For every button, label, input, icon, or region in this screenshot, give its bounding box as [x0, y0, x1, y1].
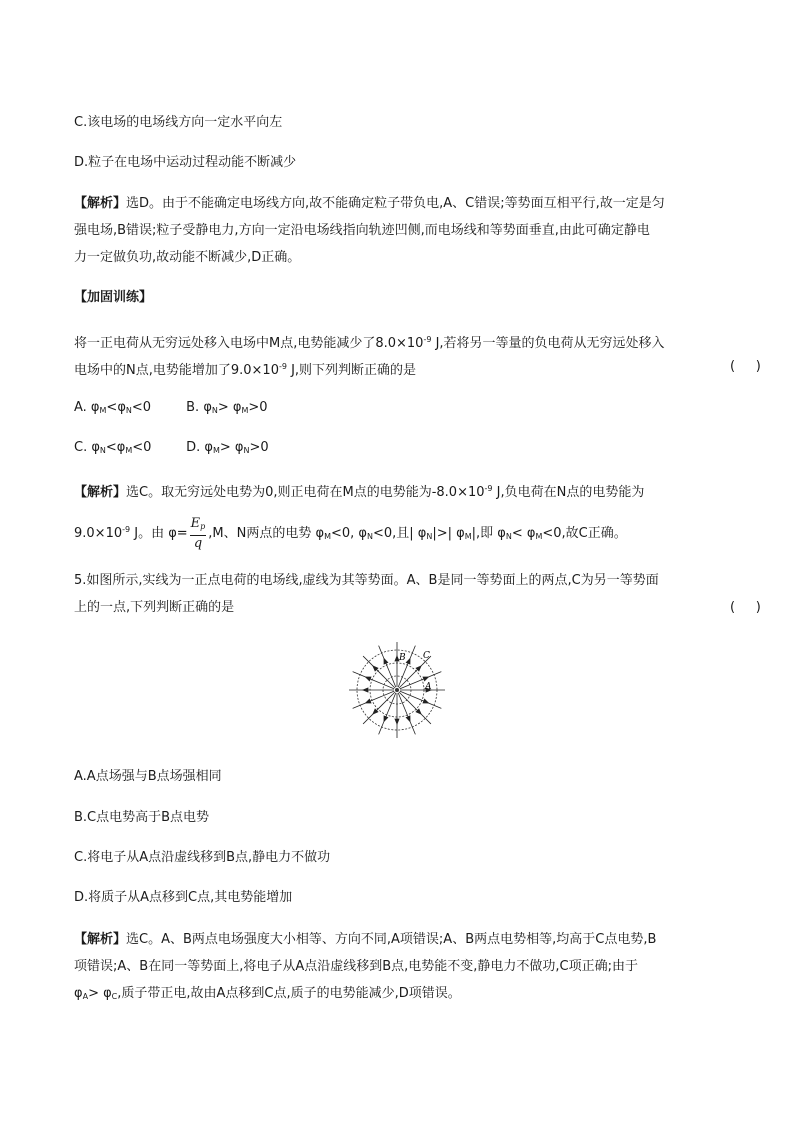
electric-field-diagram — [345, 640, 449, 744]
training-option-d: D. $\varphi_M> \varphi_N>0$ — [186, 440, 269, 455]
field-line — [400, 672, 442, 689]
question-5-line-1: 5.如图所示,实线为一正点电荷的电场线,虚线为其等势面。A、B是同一等势面上的两点,C为另一等势面 — [74, 573, 659, 588]
arrowhead — [406, 659, 410, 664]
tq1-exp: -9 — [423, 335, 432, 344]
analysis-line-2: 强电场,B错误;粒子受静电力,方向一定沿电场线指向轨迹凹侧,而电场线和等势面垂直,由此可确定静电 — [74, 223, 650, 238]
training-heading: 【加固训练】 — [74, 290, 153, 305]
field-line — [379, 646, 396, 688]
label-c: C — [423, 651, 430, 661]
field-line — [398, 693, 415, 735]
training-analysis-line-1: 【解析】选C。取无穷远处电势为0,则正电荷在M点的电势能为$-8.0\times 10^{-9}$ J,负电荷在N点的电势能为 — [74, 484, 645, 500]
tq1b: J,若将另一等量的负电荷从无穷远处移入 — [435, 336, 665, 351]
field-line — [379, 693, 396, 735]
training-options-row-1 — [74, 398, 294, 421]
field-line — [363, 656, 395, 688]
q5-option-c: C.将电子从A点沿虚线移到B点,静电力不做功 — [74, 850, 331, 865]
arrowhead — [384, 716, 388, 721]
arrowhead — [366, 699, 371, 703]
question-5-line-2: 上的一点,下列判断正确的是 — [74, 600, 235, 615]
arrowhead — [406, 716, 410, 721]
training-option-c: C. $\varphi_N<\varphi_M<0$ — [74, 440, 152, 455]
option-c-prev: C.该电场的电场线方向一定水平向左 — [74, 115, 283, 130]
label-a: A — [425, 682, 432, 692]
field-line — [353, 691, 395, 708]
formula-fraction: $\frac{E_p}{q}$ — [190, 515, 206, 551]
tq2a: 电场中的N点,电势能增加了9.0×10 — [74, 363, 279, 378]
label-b: B — [399, 653, 406, 663]
field-line — [400, 691, 442, 708]
q5-analysis-tag: 【解析】 — [74, 932, 127, 947]
training-question-line-2 — [74, 357, 416, 381]
answer-paren-q5: ( ) — [730, 600, 761, 615]
training-analysis-line-2: $9.0\times 10^{-9}$ J。由 φ= $\frac{E_p}{q}$ ,M、N两点的电势 $\varphi_M<0$, $\varphi_N<0$,且| $\varphi_N|>|$ $\varphi_M|$,即 $\varphi_N< \varphi_M<0$,故C正确。 — [74, 515, 627, 551]
training-options-row-2 — [74, 438, 294, 461]
arrowhead — [363, 688, 368, 692]
tq2-exp: -9 — [278, 362, 287, 371]
arrowhead — [384, 659, 388, 664]
field-line — [399, 692, 431, 724]
q5-analysis-line-1: 【解析】选C。A、B两点电场强度大小相等、方向不同,A项错误;A、B两点电势相等,均高于C点电势,B — [74, 932, 657, 947]
arrowhead — [423, 677, 428, 681]
analysis-tag: 【解析】 — [74, 196, 127, 211]
option-d-prev: D.粒子在电场中运动过程动能不断减少 — [74, 155, 297, 170]
analysis-text-1: 选D。由于不能确定电场线方向,故不能确定粒子带负电,A、C错误;等势面互相平行,故一定是匀 — [126, 196, 665, 211]
training-analysis-tag: 【解析】 — [74, 485, 127, 500]
analysis-line-1 — [74, 194, 665, 214]
training-question-line-1 — [74, 330, 665, 354]
q5-analysis-line-2: 项错误;A、B在同一等势面上,将电子从A点沿虚线移到B点,电势能不变,静电力不做功,C项正确;由于 — [74, 959, 638, 974]
field-line — [363, 692, 395, 724]
point-charge — [395, 688, 399, 692]
q5-option-b: B.C点电势高于B点电势 — [74, 810, 210, 825]
analysis-line-3: 力一定做负功,故动能不断减少,D正确。 — [74, 250, 301, 265]
arrowhead — [366, 677, 371, 681]
q5-option-d: D.将质子从A点移到C点,其电势能增加 — [74, 890, 293, 905]
field-line — [353, 672, 395, 689]
field-line — [398, 646, 415, 688]
tq2b: J,则下列判断正确的是 — [291, 363, 417, 378]
answer-paren-training: ( ) — [730, 359, 761, 374]
tq1a: 将一正电荷从无穷远处移入电场中M点,电势能减少了8.0×10 — [74, 336, 424, 351]
training-option-b: B. $\varphi_N> \varphi_M>0$ — [186, 400, 268, 415]
q5-analysis-line-3: $\varphi_A> \varphi_C$,质子带正电,故由A点移到C点,质子的电势能减少,D项错误。 — [74, 986, 461, 1001]
training-option-a: A. $\varphi_M<\varphi_N<0$ — [74, 400, 152, 415]
arrowhead — [395, 719, 399, 724]
arrowhead — [423, 699, 428, 703]
q5-option-a: A.A点场强与B点场强相同 — [74, 769, 222, 784]
